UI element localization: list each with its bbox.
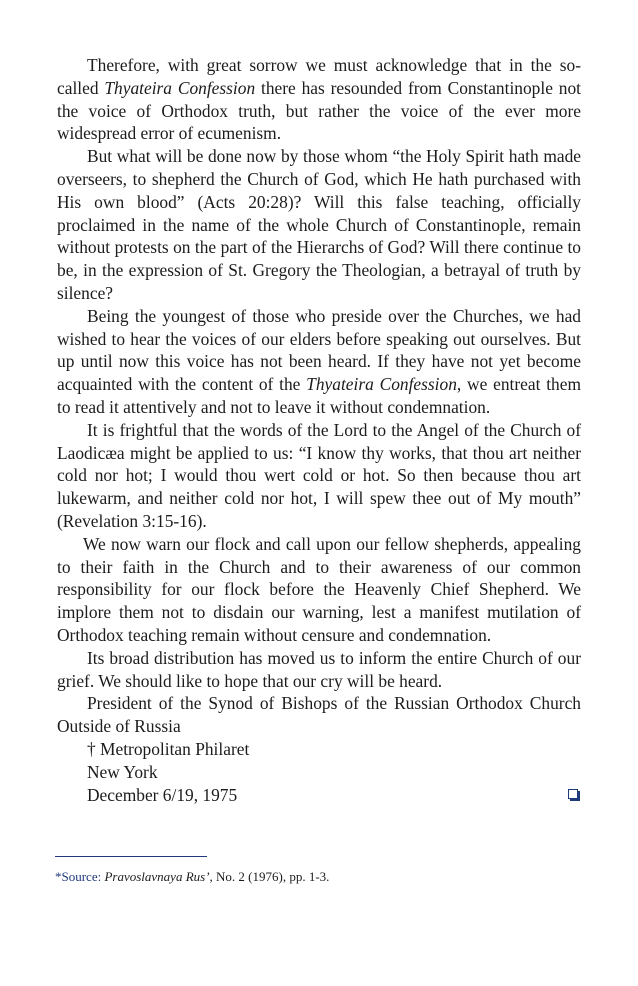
book-title: Thyateira Confession bbox=[104, 77, 256, 98]
signature-name: † Metropolitan Philaret bbox=[87, 738, 250, 759]
paragraph-text: But what will be done now by those whom “the Holy Spirit hath made overseers, to shepherd the Church of God, which He hath purchased with His own blood” (Acts 20:28)? Will this false teaching, officially proclaimed in the name of the whole Church of Constantinople, remain without protests on the part of the Hierarchs of God? Will there continue to be, in the expression of St. Gregory the Theologian, a betrayal of truth by silence? bbox=[57, 146, 581, 303]
paragraph-text: President of the Synod of Bishops of the Russian Orthodox Church Outside of Russia bbox=[57, 693, 581, 737]
document-body bbox=[57, 54, 581, 806]
signature-date: December 6/19, 1975 bbox=[87, 784, 238, 805]
paragraph bbox=[57, 533, 581, 647]
signature-date-line bbox=[57, 784, 581, 807]
footnote-source-details: No. 2 (1976), pp. 1-3. bbox=[212, 869, 330, 884]
paragraph-text: there has resounded from Constantinople not the voice of Orthodox truth, but rather the voice of the ever more widespread error of ecumenism. bbox=[57, 77, 581, 144]
paragraph-text: We now warn our flock and call upon our fellow shepherds, appealing to their faith in the Church and to their awareness of our common responsibility for our flock before the Heavenly Chief Shepherd. We implore them not to disdain our warning, lest a manifest mutilation of Orthodox teaching remain without censure and condemnation. bbox=[57, 533, 581, 645]
paragraph-text: Being the youngest of those who preside over the Churches, we had wished to hear the voices of our elders before speaking out ourselves. But up until now this voice has not been heard. If they have not yet become acquainted with the content of the bbox=[57, 305, 581, 395]
footnote bbox=[55, 868, 329, 886]
paragraph-text: It is frightful that the words of the Lord to the Angel of the Church of Laodicæa might be applied to us: “I know thy works, that thou art neither cold nor hot; I would thou wert cold or hot. So then because thou art lukewarm, and neither cold nor hot, I will spew thee out of My mouth” (Revelation 3:15-16). bbox=[57, 419, 581, 531]
hollow-square-icon bbox=[568, 789, 578, 799]
paragraph bbox=[57, 305, 581, 419]
footnote-divider bbox=[55, 856, 207, 857]
paragraph bbox=[57, 419, 581, 533]
paragraph bbox=[57, 145, 581, 305]
paragraph-text: Its broad distribution has moved us to inform the entire Church of our grief. We should like to hope that our cry will be heard. bbox=[57, 647, 581, 691]
signature-place: New York bbox=[87, 761, 158, 782]
paragraph bbox=[57, 692, 581, 738]
paragraph bbox=[57, 54, 581, 145]
footnote-label: Source: bbox=[61, 869, 105, 884]
book-title: Thyateira Confession bbox=[306, 374, 457, 395]
paragraph-text: , we entreat them to read it attentively and not to leave it without condemnation. bbox=[57, 374, 581, 417]
footnote-mark: * bbox=[55, 869, 62, 884]
paragraph-text: Therefore, with great sorrow we must acknowledge that in the so-called bbox=[57, 55, 581, 98]
footnote-source-title: Pravoslavnaya Rus’, bbox=[104, 869, 213, 884]
paragraph bbox=[57, 647, 581, 693]
